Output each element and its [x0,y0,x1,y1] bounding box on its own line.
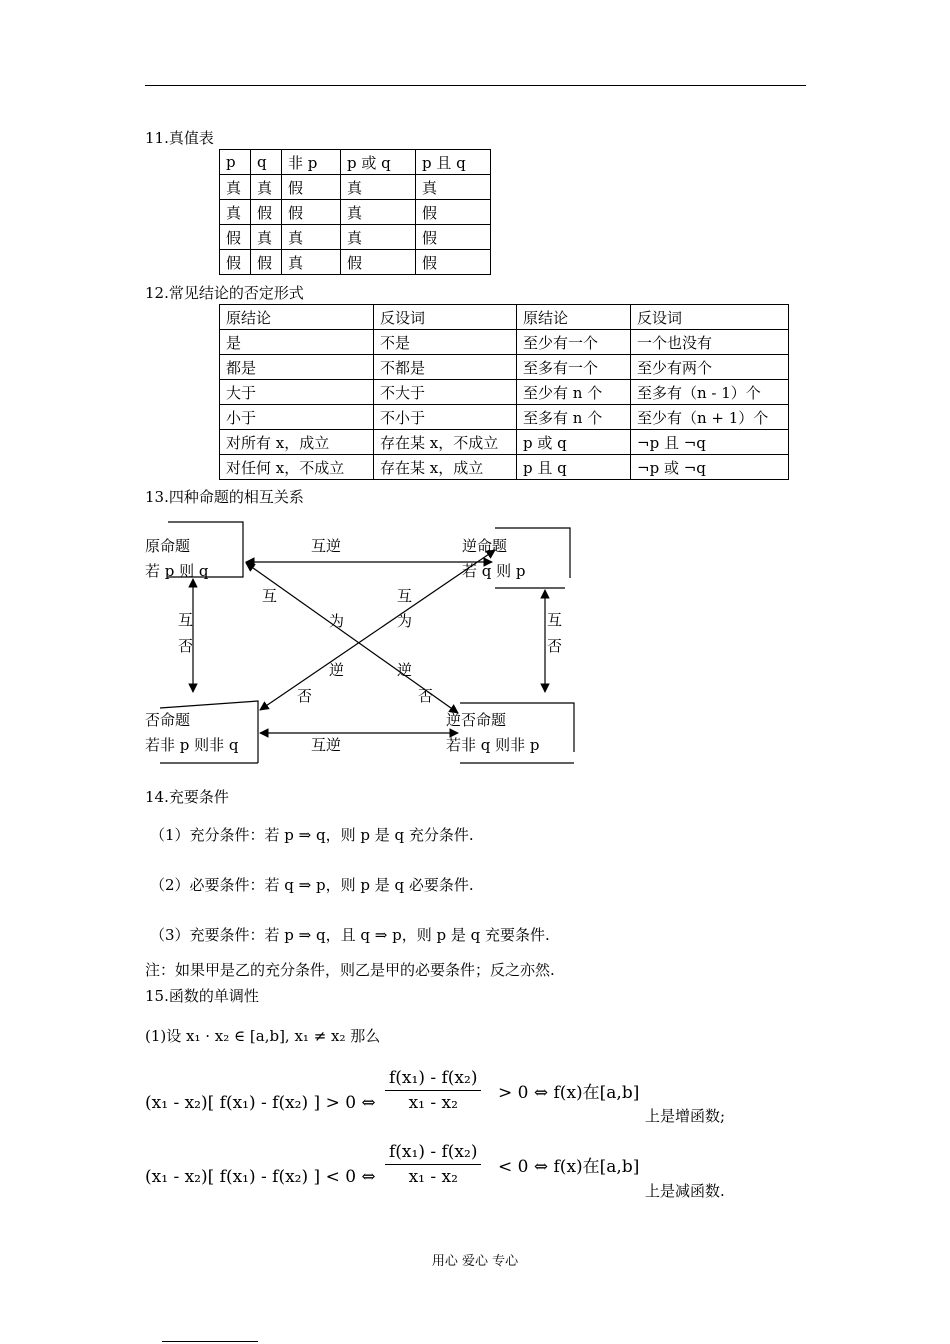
fraction-bar [385,1164,481,1165]
label-diag-left-3: 逆 [329,661,345,679]
label-diag-left-1: 互 [262,587,278,605]
table-cell: p 或 q [341,150,416,175]
table-cell: 假 [251,250,282,275]
section-14-heading: 14.充要条件 [145,788,229,806]
box-inverse-sub: 若非 p 则非 q [145,736,239,754]
table-cell: 至多有（n - 1）个 [631,380,789,405]
table-cell: 假 [416,250,491,275]
table-cell: 假 [416,225,491,250]
table-cell: 大于 [220,380,374,405]
label-diag-right-3: 逆 [397,661,413,679]
label-diag-right-1: 互 [397,587,413,605]
table-cell: 假 [282,175,341,200]
table-cell: 是 [220,330,374,355]
table-cell: 原结论 [220,305,374,330]
table-cell: 至少有一个 [517,330,631,355]
table-row [220,330,789,355]
table-cell: 假 [251,200,282,225]
decreasing-condition-left: (x₁ - x₂)[ f(x₁) - f(x₂) ] < 0 ⇔ [145,1167,376,1187]
table-row [220,380,789,405]
table-row [220,405,789,430]
box-contrapositive-sub: 若非 q 则非 p [446,736,540,754]
table-cell: 不是 [374,330,517,355]
box-original-sub: 若 p 则 q [145,562,209,580]
table-cell: p 且 q [517,455,631,480]
table-cell: 不大于 [374,380,517,405]
necessary-condition: （2）必要条件：若 q ⇒ p，则 p 是 q 必要条件. [150,876,474,894]
table-cell: 真 [220,200,251,225]
table-row [220,455,789,480]
table-row [220,430,789,455]
table-row [220,225,491,250]
fraction-numerator: f(x₁) - f(x₂) [389,1142,478,1162]
negation-table [219,304,789,480]
table-row [220,200,491,225]
label-converse-top: 互逆 [311,537,342,555]
truth-table [219,149,491,275]
table-row [220,250,491,275]
table-cell: 真 [282,250,341,275]
sufficient-necessary-condition: （3）充要条件：若 p ⇒ q，且 q ⇒ p，则 p 是 q 充要条件. [150,926,550,944]
table-cell: 真 [416,175,491,200]
table-cell: ¬p 且 ¬q [631,430,789,455]
monotonicity-intro: (1)设 x₁ · x₂ ∈ [a,b], x₁ ≠ x₂ 那么 [145,1027,381,1045]
increasing-fraction [385,1068,481,1113]
box-contrapositive-title: 逆否命题 [446,711,507,729]
label-inverse-left-1: 互 [178,611,194,629]
label-diag-left-4: 否 [297,687,313,705]
table-cell: 至少有 n 个 [517,380,631,405]
table-cell: 对任何 x，不成立 [220,455,374,480]
table-cell: 不小于 [374,405,517,430]
table-row [220,355,789,380]
table-cell: 反设词 [631,305,789,330]
label-diag-right-2: 为 [397,612,413,630]
page-footer: 用心 爱心 专心 [431,1254,519,1269]
table-cell: 真 [251,225,282,250]
table-cell: 至少有（n + 1）个 [631,405,789,430]
note: 注：如果甲是乙的充分条件，则乙是甲的必要条件；反之亦然. [145,961,555,979]
table-cell: 假 [341,250,416,275]
table-cell: 假 [220,225,251,250]
fraction-numerator: f(x₁) - f(x₂) [389,1068,478,1088]
table-header-row [220,150,491,175]
table-cell: ¬p 或 ¬q [631,455,789,480]
table-cell: 真 [251,175,282,200]
label-inverse-right-2: 否 [547,637,563,655]
increasing-suffix: 上是增函数; [645,1107,726,1125]
table-cell: 小于 [220,405,374,430]
section-15-heading: 15.函数的单调性 [145,987,259,1005]
table-cell: 非 p [282,150,341,175]
table-row [220,175,491,200]
sufficient-condition: （1）充分条件：若 p ⇒ q，则 p 是 q 充分条件. [150,826,474,844]
table-cell: 原结论 [517,305,631,330]
header-rule [145,85,806,86]
table-cell: 存在某 x，成立 [374,455,517,480]
proposition-relation-diagram [140,515,590,770]
decreasing-fraction [385,1142,481,1187]
section-13-heading: 13.四种命题的相互关系 [145,488,304,506]
label-diag-right-4: 否 [418,687,434,705]
fraction-bar [385,1090,481,1091]
table-cell: 假 [220,250,251,275]
box-inverse-title: 否命题 [145,711,191,729]
table-cell: 真 [220,175,251,200]
table-cell: 假 [282,200,341,225]
table-cell: 存在某 x，不成立 [374,430,517,455]
label-inverse-right-1: 互 [547,611,563,629]
table-cell: 一个也没有 [631,330,789,355]
table-cell: 真 [341,175,416,200]
fraction-denominator: x₁ - x₂ [408,1167,458,1187]
table-cell: 对所有 x，成立 [220,430,374,455]
table-cell: 真 [341,200,416,225]
arrow-contrapositive-b [260,550,495,710]
increasing-condition-right: > 0 ⇔ f(x)在[a,b] [498,1083,640,1103]
decreasing-condition-right: < 0 ⇔ f(x)在[a,b] [498,1157,640,1177]
table-cell: 都是 [220,355,374,380]
table-cell: 真 [282,225,341,250]
fraction-denominator: x₁ - x₂ [408,1093,458,1113]
table-cell: 不都是 [374,355,517,380]
box-converse-title: 逆命题 [462,537,508,555]
table-cell: p 且 q [416,150,491,175]
table-cell: 至多有 n 个 [517,405,631,430]
table-cell: 真 [341,225,416,250]
box-converse-sub: 若 q 则 p [462,562,526,580]
table-cell: p [220,150,251,175]
section-11-heading: 11.真值表 [145,129,214,147]
label-diag-left-2: 为 [329,612,345,630]
decreasing-suffix: 上是减函数. [645,1182,725,1200]
table-cell: q [251,150,282,175]
table-cell: 反设词 [374,305,517,330]
table-cell: 至少有两个 [631,355,789,380]
table-cell: 假 [416,200,491,225]
box-original-title: 原命题 [145,537,191,555]
table-header-row [220,305,789,330]
table-cell: 至多有一个 [517,355,631,380]
footer-rule [162,1341,258,1342]
label-converse-bottom: 互逆 [311,736,342,754]
section-12-heading: 12.常见结论的否定形式 [145,284,304,302]
label-inverse-left-2: 否 [178,637,194,655]
increasing-condition-left: (x₁ - x₂)[ f(x₁) - f(x₂) ] > 0 ⇔ [145,1093,376,1113]
table-cell: p 或 q [517,430,631,455]
